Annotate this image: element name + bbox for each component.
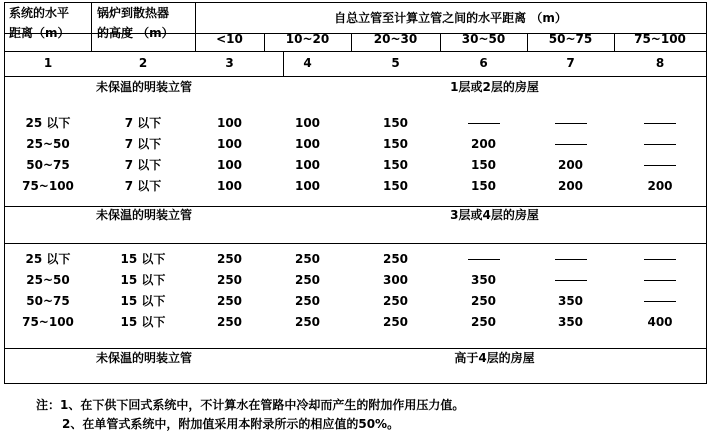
table-cell: 7 以下 — [124, 137, 162, 151]
table-cell: 250 — [216, 315, 243, 329]
table-cell: 100 — [216, 137, 243, 151]
section-rule — [5, 243, 706, 244]
table-cell: 75~100 — [22, 315, 74, 329]
col2-header-line2: 的高度 （m） — [97, 26, 174, 40]
dash-mark — [555, 144, 587, 145]
table-cell: 100 — [294, 179, 321, 193]
table-cell: 100 — [216, 116, 243, 130]
table-cell: 350 — [557, 294, 584, 308]
table-cell: 200 — [557, 179, 584, 193]
table-cell — [614, 270, 706, 291]
table-cell — [440, 113, 527, 134]
section-left-label: 未保温的明装立管 — [95, 351, 192, 365]
table-cell: 250 — [470, 294, 497, 308]
table-cell: 100 — [294, 158, 321, 172]
table-cell — [527, 113, 614, 134]
table-cell — [614, 249, 706, 270]
column-number: 4 — [303, 56, 312, 70]
table-cell: 150 — [470, 179, 497, 193]
column-number: 1 — [43, 56, 53, 70]
table-cell: 150 — [382, 116, 409, 130]
table-cell: 250 — [294, 294, 321, 308]
table-cell: 15 以下 — [120, 252, 166, 266]
table-cell: 250 — [216, 273, 243, 287]
table-cell: 25 以下 — [25, 252, 71, 266]
table-cell — [614, 291, 706, 312]
dash-mark — [644, 280, 676, 281]
table-cell: 200 — [647, 179, 673, 193]
table-cell: 250 — [216, 294, 243, 308]
col1-header-line1: 系统的水平 — [9, 6, 70, 20]
note-line-2: 2、在单管式系统中，附加值采用本附录所示的相应值的50%。 — [62, 417, 400, 431]
dash-mark — [644, 144, 676, 145]
dash-mark — [644, 165, 676, 166]
table-cell — [440, 249, 527, 270]
dash-mark — [644, 301, 676, 302]
column-number: 2 — [138, 56, 148, 70]
dash-mark — [468, 123, 500, 124]
column-number: 3 — [225, 56, 234, 70]
col2-header-line1: 锅炉到散热器 — [97, 6, 170, 20]
range-header: 10~20 — [285, 32, 330, 46]
section-right-label: 1层或2层的房屋 — [450, 80, 539, 94]
range-header: <10 — [216, 32, 243, 46]
table-cell: 25~50 — [26, 273, 70, 287]
section-rule — [5, 76, 706, 77]
table-cell: 200 — [557, 158, 584, 172]
table-cell — [614, 134, 706, 155]
table-cell: 350 — [470, 273, 497, 287]
data-table — [4, 2, 707, 384]
table-cell: 250 — [382, 252, 409, 266]
table-cell: 100 — [294, 137, 321, 151]
table-cell — [527, 134, 614, 155]
table-cell: 250 — [294, 315, 321, 329]
section-left-label: 未保温的明装立管 — [95, 208, 192, 222]
table-cell: 25~50 — [26, 137, 70, 151]
distance-span-header: 自总立管至计算立管之间的水平距离 （m） — [334, 11, 567, 25]
table-cell: 200 — [470, 137, 497, 151]
table-cell: 400 — [647, 315, 673, 329]
header-rule — [5, 51, 706, 52]
dash-mark — [644, 259, 676, 260]
table-cell: 250 — [382, 315, 409, 329]
section-right-label: 3层或4层的房屋 — [450, 208, 539, 222]
table-cell: 75~100 — [22, 179, 74, 193]
section-rule — [5, 206, 706, 207]
table-cell: 150 — [382, 137, 409, 151]
column-number: 8 — [655, 56, 665, 70]
column-number: 5 — [391, 56, 400, 70]
table-cell: 7 以下 — [124, 116, 162, 130]
table-cell: 250 — [294, 252, 321, 266]
col-divider — [91, 3, 92, 51]
table-cell: 25 以下 — [25, 116, 71, 130]
table-cell: 250 — [294, 273, 321, 287]
table-cell: 300 — [382, 273, 409, 287]
table-cell: 250 — [470, 315, 497, 329]
column-number: 7 — [566, 56, 575, 70]
note-line-1: 注：1、在下供下回式系统中，不计算水在管路中冷却而产生的附加作用压力值。 — [36, 398, 465, 412]
table-cell: 250 — [216, 252, 243, 266]
table-cell: 100 — [216, 179, 243, 193]
dash-mark — [555, 123, 587, 124]
table-cell — [527, 249, 614, 270]
table-cell: 15 以下 — [120, 294, 166, 308]
table-cell: 150 — [382, 179, 409, 193]
range-header: 50~75 — [548, 32, 593, 46]
col1-header-line2: 距离（m） — [9, 26, 70, 40]
table-cell: 50~75 — [26, 158, 70, 172]
dash-mark — [555, 259, 587, 260]
table-notes — [36, 396, 464, 434]
table-cell: 7 以下 — [124, 179, 162, 193]
section-left-label: 未保温的明装立管 — [95, 80, 192, 94]
range-header: 30~50 — [461, 32, 506, 46]
range-header: 75~100 — [634, 32, 686, 46]
table-cell: 100 — [294, 116, 321, 130]
table-cell: 15 以下 — [120, 315, 166, 329]
dash-mark — [555, 280, 587, 281]
table-cell: 100 — [216, 158, 243, 172]
table-cell: 350 — [557, 315, 584, 329]
section-rule — [5, 348, 706, 349]
table-cell — [614, 113, 706, 134]
range-header: 20~30 — [373, 32, 418, 46]
table-cell — [614, 155, 706, 176]
table-cell: 150 — [470, 158, 497, 172]
dash-mark — [468, 259, 500, 260]
dash-mark — [644, 123, 676, 124]
table-cell: 7 以下 — [124, 158, 162, 172]
table-cell: 15 以下 — [120, 273, 166, 287]
table-cell: 150 — [382, 158, 409, 172]
table-cell: 250 — [382, 294, 409, 308]
section-right-label: 高于4层的房屋 — [454, 351, 535, 365]
table-cell: 50~75 — [26, 294, 70, 308]
table-cell — [527, 270, 614, 291]
column-number: 6 — [479, 56, 488, 70]
